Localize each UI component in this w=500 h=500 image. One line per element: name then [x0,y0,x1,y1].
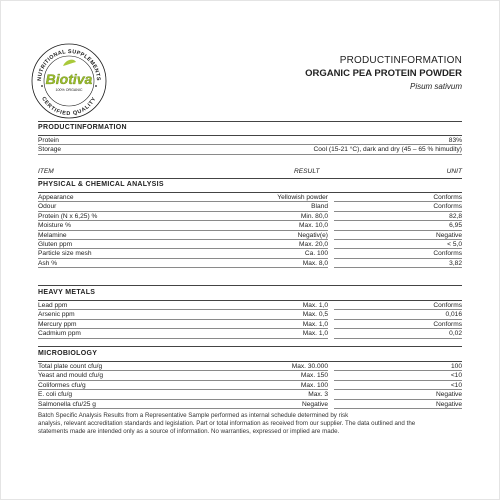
row-item: Salmonella cfu/25 g [38,400,96,408]
row-result: Max. 3 [308,391,328,399]
leaf-icon [63,60,76,66]
disclaimer-line: statements made are intended only as a source of information. No warranties, expressed or implied are made. [38,428,340,436]
product-info-section [38,124,462,155]
column-header-item: ITEM [38,168,54,175]
row-unit: Negative [334,231,462,240]
section-title-heavy-metals: HEAVY METALS [38,289,96,296]
row-result: Bland [311,203,328,211]
table-row [38,362,462,371]
row-item: Particle size mesh [38,250,92,258]
row-unit: 0,02 [334,329,462,338]
column-header-result: RESULT [294,168,320,175]
row-item: Melamine [38,231,67,239]
logo-bottom-textpath: CERTIFIED QUALITY [40,95,98,118]
table-row [38,371,462,380]
row-result: Negative [301,400,328,408]
row-result: Min. 80,0 [300,212,328,220]
table-row [38,136,462,145]
section-divider [38,285,462,286]
table-row [38,212,462,221]
row-item: Protein [38,137,59,144]
row-unit: <10 [334,381,462,390]
row-item: Yeast and mould cfu/g [38,372,104,380]
row-item: Lead ppm [38,302,68,309]
row-result: Max. 100 [300,381,328,389]
row-unit: < 5,0 [334,240,462,249]
row-unit: <10 [334,371,462,380]
logo-dot-left [41,85,43,87]
section-title-microbiology: MICROBIOLOGY [38,350,98,357]
row-item: Coliformes cfu/g [38,381,86,389]
disclaimer-line: Batch Specific Analysis Results from a Representative Sample performed as internal schedule determined by risk [38,412,349,419]
table-row [38,310,462,319]
heavy-metals-table [38,300,462,339]
row-item: Total plate count cfu/g [38,363,103,370]
row-result: Max. 10,0 [299,222,328,230]
table-row [38,193,462,202]
physical-chemical-table [38,192,462,268]
row-result: Max. 1,0 [302,302,328,309]
table-row [38,329,462,338]
row-unit: 6,95 [334,221,462,230]
section-divider [38,178,462,179]
row-result: Max. 30.000 [291,363,328,370]
table-row [38,221,462,230]
row-unit: Conforms [334,202,462,211]
product-name: ORGANIC PEA PROTEIN POWDER [305,68,462,79]
row-item: Arsenic ppm [38,311,75,319]
section-divider [38,346,462,347]
biotiva-logo [30,42,108,120]
row-item: Mercury ppm [38,320,77,328]
logo-tagline: 100% ORGANIC [55,88,83,92]
logo-brand: Biotiva [45,71,93,87]
heavy-metals-section [38,289,462,339]
row-item: Cadmium ppm [38,330,81,338]
section-title-productinformation: PRODUCTINFORMATION [38,124,127,131]
row-unit: Conforms [334,320,462,329]
logo-bottom-text [40,96,98,117]
table-row [38,381,462,390]
table-row [38,400,462,409]
row-result: Max. 20,0 [299,240,328,248]
row-item: Storage [38,146,62,154]
section-title-physical-chemical: PHYSICAL & CHEMICAL ANALYSIS [38,181,164,188]
product-info-table [38,135,462,155]
section-divider [38,121,462,122]
logo-top-textpath: NUTRITIONAL SUPPLEMENTS [36,48,102,82]
table-row [38,390,462,399]
row-unit: Conforms [334,301,462,310]
table-row [38,259,462,268]
table-row [38,320,462,329]
table-row [38,145,462,154]
row-unit: Negative [334,390,462,399]
table-row [38,240,462,249]
row-result: Max. 1,0 [302,320,328,328]
row-result: Negativ(e) [297,231,328,239]
row-result: Yellowish powder [277,194,328,201]
physical-chemical-section [38,181,462,268]
table-row [38,301,462,310]
latin-name: Pisum sativum [409,82,462,91]
row-item: Ash % [38,259,58,267]
row-unit: 3,82 [334,259,462,268]
row-item: Moisture % [38,222,71,230]
row-item: Appearance [38,194,74,201]
table-row [38,249,462,258]
row-unit: Conforms [334,193,462,202]
disclaimer-line: analysis, relevant accreditation standards and legislation. Part or total information as received from our supplier. The data outlined and the [38,420,416,428]
column-header-unit: UNIT [446,168,462,175]
logo-dot-right [95,85,97,87]
row-result: Max. 150 [300,372,328,380]
row-result: Max. 1,0 [302,330,328,338]
microbiology-table [38,361,462,409]
row-item: Protein (N x 6,25) % [38,212,98,220]
table-row [38,231,462,240]
row-unit: 82,8 [334,212,462,221]
row-value: Cool (15-21 °C), dark and dry (45 – 65 % himudity) [313,146,462,154]
disclaimer [38,412,468,437]
row-result: Max. 0,5 [302,311,328,319]
row-item: Odour [38,203,57,211]
row-unit: Negative [334,400,462,409]
header-title: PRODUCTINFORMATION [339,55,462,66]
microbiology-section [38,350,462,409]
row-unit: Conforms [334,249,462,258]
row-value: 83% [448,137,462,144]
row-unit: 100 [334,362,462,371]
row-result: Ca. 100 [304,250,328,258]
row-item: Gluten ppm [38,240,73,248]
row-item: E. coli cfu/g [38,391,73,399]
row-result: Max. 8,0 [302,259,328,267]
row-unit: 0,016 [334,310,462,319]
table-row [38,202,462,211]
